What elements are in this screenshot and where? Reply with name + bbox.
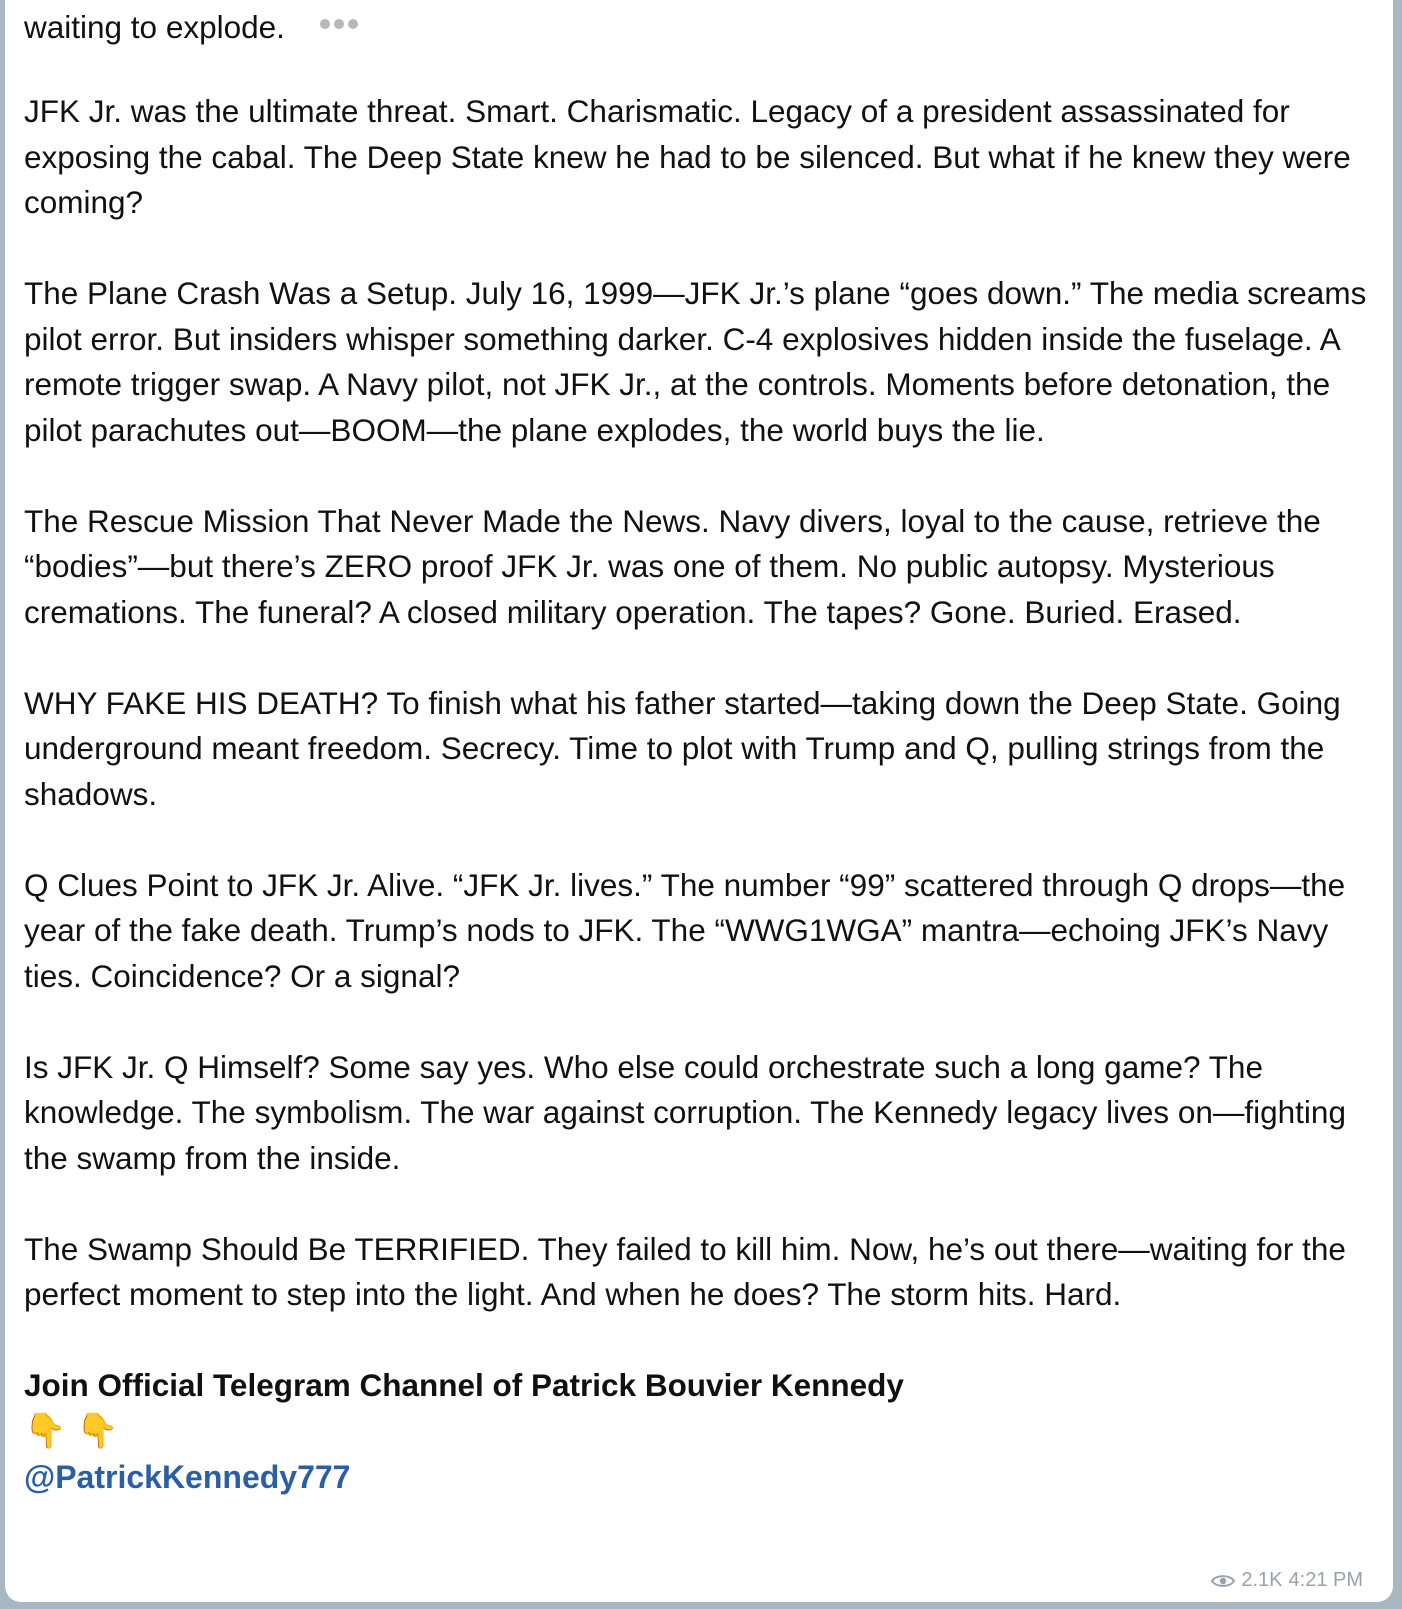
paragraph-5: Q Clues Point to JFK Jr. Alive. “JFK Jr. lives.” The number “99” scattered through Q drops—the year of the fake death. Trump’s nods to JFK. The “WWG1WGA” mantra—echoing JFK’s Navy ties. Coincidence? Or a signal? [24, 866, 1354, 994]
paragraph-3: The Rescue Mission That Never Made the News. Navy divers, loyal to the cause, retrieve the “bodies”—but there’s ZERO proof JFK Jr. was one of them. No public autopsy. Mysterious cremations. The funeral? A closed military operation. The tapes? Gone. Buried. Erased. [24, 502, 1330, 630]
pointing-down-icon: 👇 [76, 1410, 119, 1451]
first-line-text: waiting to explode. [24, 9, 285, 46]
message-time: 4:21 PM [1288, 1569, 1363, 1591]
paragraph-6: Is JFK Jr. Q Himself? Some say yes. Who else could orchestrate such a long game? The knowledge. The symbolism. The war against corruption. The Kennedy legacy lives on—fighting the swamp from the inside. [24, 1048, 1355, 1176]
message-first-line [24, 0, 1384, 56]
pointing-down-icon: 👇 [24, 1410, 67, 1451]
message-meta [1211, 1569, 1363, 1592]
view-count: 2.1K [1241, 1569, 1283, 1591]
paragraph-1: JFK Jr. was the ultimate threat. Smart. Charismatic. Legacy of a president assassinated for exposing the cabal. The Deep State knew he had to be silenced. But what if he knew they were coming? [24, 93, 1360, 220]
paragraph-7: The Swamp Should Be TERRIFIED. They failed to kill him. Now, he’s out there—waiting for the perfect moment to step into the light. And when he does? The storm hits. Hard. [24, 1230, 1355, 1312]
more-dots-icon[interactable] [320, 19, 358, 29]
message-text [24, 0, 1384, 1499]
channel-link[interactable]: @PatrickKennedy777 [24, 1458, 351, 1495]
join-channel-text: Join Official Telegram Channel of Patrick Bouvier Kennedy [24, 1367, 904, 1403]
paragraph-4: WHY FAKE HIS DEATH? To finish what his father started—taking down the Deep State. Going underground meant freedom. Secrecy. Time to plot with Trump and Q, pulling strings from the shadows. [24, 684, 1350, 812]
eye-icon [1211, 1573, 1235, 1589]
emoji-row [24, 1407, 1384, 1455]
paragraph-2: The Plane Crash Was a Setup. July 16, 1999—JFK Jr.’s plane “goes down.” The media screams pilot error. But insiders whisper something darker. C-4 explosives hidden inside the fuselage. A remote trigger swap. A Navy pilot, not JFK Jr., at the controls. Moments before detonation, the pilot parachutes out—BOOM—the plane explodes, the world buys the lie. [24, 275, 1376, 448]
message-bubble [5, 0, 1393, 1602]
